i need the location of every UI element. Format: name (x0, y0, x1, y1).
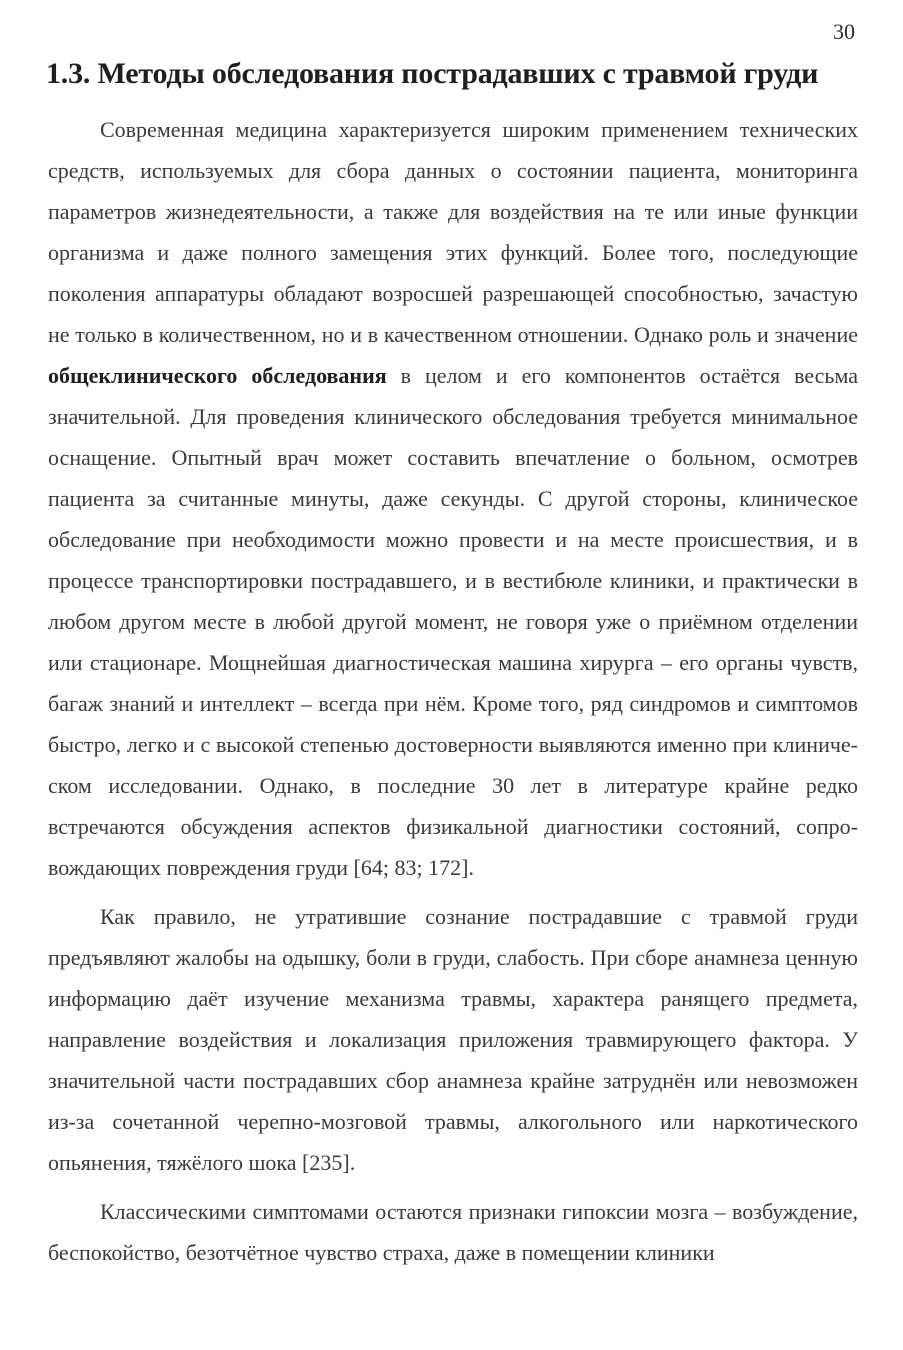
paragraph-2: Как правило, не утратившие сознание пострадавшие с травмой груди предъявляют жалобы на одышку, боли в груди, слабость. При сборе анамнеза ценную информацию даёт изучение механизма травмы, характера ранящего предмета, направление воздействия и локализация приложения травмирующего фактора. У значительной части пострадавших сбор анамнеза крайне затруднён или невозможен из-за сочетанной черепно-мозговой травмы, алкогольного или наркотического опьянения, тяжёлого шока [235]. (48, 904, 858, 1175)
paragraph-3: Классическими симптомами остаются признаки гипоксии мозга – возбуждение, беспокойство, безотчётное чувство страха, даже в помещении клиники (48, 1199, 858, 1265)
paragraph-1 (48, 109, 858, 888)
paragraph-1-text-after: в целом и его компонентов остаётся весьма значительной. Для проведения клинического обследования требуется минимальное оснащение. Опытный врач может составить впечатление о больном, осмотрев пациента за считанные минуты, даже секунды. С другой стороны, клиническое обследование при необходимости можно провести и на месте происшествия, и в процессе транспортировки пострадавшего, и в вестибюле клиники, и практически в любом другом месте в любой другой момент, не говоря уже о приёмном отделении или стационаре. Мощнейшая диагностическая машина хирурга – его органы чувств, багаж знаний и интеллект – всегда при нём. Кроме того, ряд синдромов и симптомов быстро, легко и с высокой степенью достоверности выявляются именно при клиническом исследовании. Однако, в последние 30 лет в литературе крайне редко встречаются обсуждения аспектов физикальной диагностики состояний, сопровождающих повреждения груди [64; 83; 172]. (48, 363, 858, 880)
bold-term-general-clinical-exam: общеклинического обследования (48, 363, 387, 388)
page-number: 30 (833, 19, 855, 44)
body-text (48, 109, 858, 1273)
section-heading: 1.3. Методы обследования пострадавших с травмой груди (46, 57, 819, 90)
paragraph-1-text-before: Современная медицина характеризуется широким применением технических средств, используемых для сбора данных о состоянии пациента, мониторинга параметров жизнедеятельности, а также для воздействия на те или иные функции организма и даже полного замещения этих функций. Более того, последующие поколения аппаратуры обладают возросшей разрешающей способностью, зачастую не только в количественном, но и в качественном отношении. Однако роль и значение (48, 117, 858, 347)
